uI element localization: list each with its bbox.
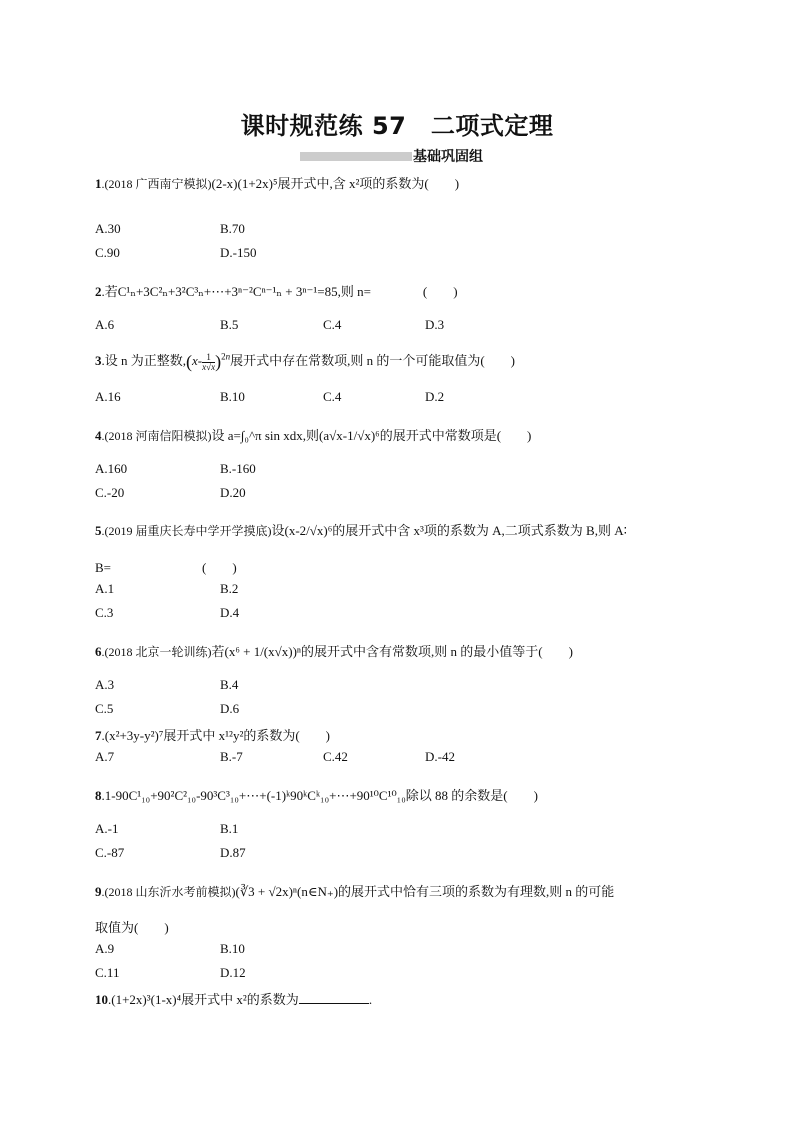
question-source: .(2018 山东沂水考前模拟) — [101, 885, 236, 899]
option-d: D.12 — [220, 965, 246, 980]
question-text: 设(x-2/√x)⁶的展开式中含 x³项的系数为 A,二项式系数为 B,则 A∶ — [271, 523, 627, 538]
question-source: .(2018 广西南宁模拟) — [101, 177, 212, 191]
option-a: A.1 — [95, 581, 115, 596]
question-source: .(2019 届重庆长寿中学开学摸底) — [101, 524, 272, 538]
section-label: 基础巩固组 — [413, 149, 483, 165]
option-c: C.-87 — [95, 845, 125, 860]
option-c: C.-20 — [95, 485, 125, 500]
option-c: C.42 — [323, 749, 348, 764]
option-a: A.160 — [95, 461, 128, 476]
question-10 — [95, 989, 372, 1008]
option-d: D.6 — [220, 701, 240, 716]
question-number: 8 — [95, 788, 102, 803]
option-b: B.1 — [220, 821, 239, 836]
question-7 — [95, 725, 330, 744]
option-b: B.10 — [220, 941, 245, 956]
question-text: .(x²+3y-y²)⁷展开式中 x¹²y²的系数为( ) — [101, 728, 330, 743]
option-d: D.20 — [220, 485, 246, 500]
option-b: B.70 — [220, 221, 245, 236]
question-number: 7 — [95, 728, 102, 743]
question-source: .(2018 北京一轮训练) — [101, 645, 212, 659]
question-end: . — [368, 992, 373, 1007]
option-c: C.3 — [95, 605, 114, 620]
option-a: A.16 — [95, 389, 121, 404]
option-c: C.5 — [95, 701, 114, 716]
question-5-continued: B= ( ) — [95, 560, 237, 575]
section-bar — [300, 152, 412, 161]
formula: (x- $\frac{1}{x√x}$ )$^{2n}$ — [186, 351, 231, 372]
option-b: B.4 — [220, 677, 239, 692]
question-number: 3 — [95, 353, 102, 368]
option-a: A.3 — [95, 677, 115, 692]
option-d: D.87 — [220, 845, 246, 860]
question-number: 9 — [95, 884, 102, 899]
option-d: D.4 — [220, 605, 240, 620]
question-text: .(1+2x)³(1-x)⁴展开式中 x²的系数为 — [108, 992, 299, 1007]
question-9-continued: 取值为( ) — [95, 920, 169, 935]
question-number: 1 — [95, 176, 102, 191]
option-d: D.2 — [425, 389, 445, 404]
option-b: B.-160 — [220, 461, 256, 476]
option-d: D.-150 — [220, 245, 257, 260]
option-a: A.-1 — [95, 821, 119, 836]
question-number: 2 — [95, 284, 102, 299]
option-b: B.2 — [220, 581, 239, 596]
question-text-post: 展开式中存在常数项,则 n 的一个可能取值为( ) — [230, 353, 516, 368]
option-b: B.-7 — [220, 749, 243, 764]
option-c: C.90 — [95, 245, 120, 260]
option-d: D.3 — [425, 317, 445, 332]
option-c: C.11 — [95, 965, 120, 980]
answer-blank[interactable] — [299, 991, 369, 1004]
question-text: 若(x⁶ + 1/(x√x))ⁿ的展开式中含有常数项,则 n 的最小值等于( ) — [211, 644, 573, 659]
option-c: C.4 — [323, 317, 342, 332]
question-5 — [95, 520, 627, 539]
option-a: A.30 — [95, 221, 121, 236]
question-4 — [95, 425, 531, 444]
page-title: 课时规范练 57 二项式定理 — [240, 112, 554, 140]
option-b: B.10 — [220, 389, 245, 404]
question-number: 4 — [95, 428, 102, 443]
question-1 — [95, 173, 459, 192]
question-text: .1-90C¹₁₀+90²C²₁₀-90³C³₁₀+⋯+(-1)ᵏ90ᵏCᵏ₁₀+⋯+90¹⁰C¹⁰₁₀除以 88 的余数是( ) — [101, 788, 538, 803]
question-2 — [95, 281, 458, 300]
question-text: (2-x)(1+2x)⁵展开式中,含 x²项的系数为( ) — [211, 176, 460, 191]
question-text: 设 a=∫₀^π sin xdx,则(a√x-1/√x)⁶的展开式中常数项是( ) — [211, 428, 532, 443]
option-a: A.7 — [95, 749, 115, 764]
question-number: 10 — [95, 992, 108, 1007]
question-number: 5 — [95, 523, 102, 538]
question-text: .若C¹ₙ+3C²ₙ+3²C³ₙ+⋯+3ⁿ⁻²Cⁿ⁻¹ₙ + 3ⁿ⁻¹=85,则 n= ( ) — [101, 284, 458, 299]
question-8 — [95, 785, 538, 804]
question-3 — [95, 350, 515, 373]
question-text-pre: .设 n 为正整数, — [101, 353, 187, 368]
question-text: (∛3 + √2x)ⁿ(n∈N₊)的展开式中恰有三项的系数为有理数,则 n 的可能 — [235, 884, 615, 899]
question-source: .(2018 河南信阳模拟) — [101, 429, 212, 443]
option-c: C.4 — [323, 389, 342, 404]
question-6 — [95, 641, 573, 660]
option-d: D.-42 — [425, 749, 455, 764]
option-a: A.9 — [95, 941, 115, 956]
option-a: A.6 — [95, 317, 115, 332]
option-b: B.5 — [220, 317, 239, 332]
question-number: 6 — [95, 644, 102, 659]
question-9 — [95, 881, 614, 900]
